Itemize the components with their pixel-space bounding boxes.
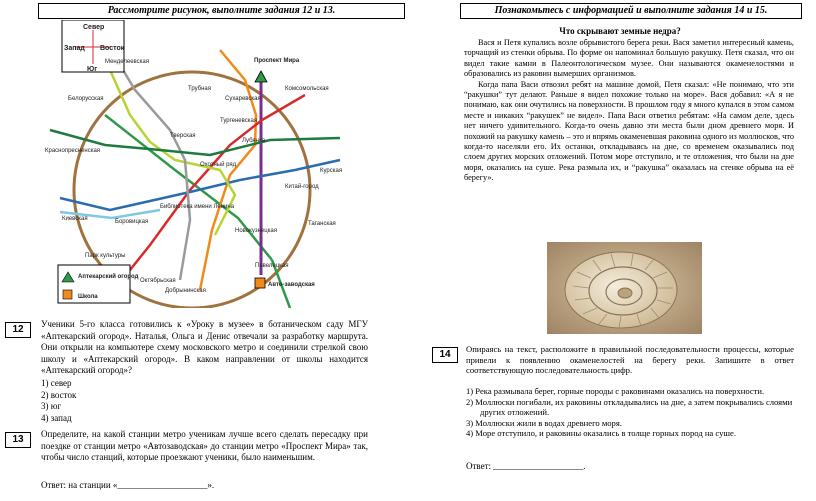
- article-paragraph: Когда папа Васи отвозил ребят на машине домой, Петя сказал: «Не понимаю, что эти “ракушки” тут делают. Раньше я видел похожие только на море». Вася добавил: «А я не понимаю, как они очутились на поверхности. В прошлом году я много купался в этом самом месте и никаких “ракушек” не видел». Папа Васи ответил ребятам: «На самом деле, здесь нет ничего удивительного. Когда-то очень давно эти места были дном древнего моря. И похожий на ракушку камень – это и впрямь окаменевшая раковина одного из моллюсков, что когда-то населяли его. Их останки, откладываясь на дне, со временем оказывались под слоем других морских отложений. Потом море отступило, и те отложения, что были на дне моря, оказались на суше. Река размыла их, и “ракушка” оказалась на стенке обрыва на её берегу».: [464, 79, 794, 183]
- station-mendeleevskaya: Менделеевская: [105, 59, 149, 65]
- right-page-header: Познакомьтесь с информацией и выполните задания 14 и 15.: [460, 3, 802, 19]
- station-borovitskaya: Боровицкая: [115, 219, 149, 225]
- compass-north: Север: [83, 24, 105, 31]
- station-kitay-gorod: Китай-город: [285, 184, 319, 190]
- task-12-option: 2) восток: [41, 389, 77, 400]
- station-kurskaya: Курская: [320, 168, 343, 174]
- task-13-answer: Ответ: на станции «____________________».: [41, 480, 215, 490]
- task-12-text: Ученики 5-го класса готовились к «Уроку в музее» в ботаническом саду МГУ «Аптекарский огород». Наталья, Ольга и Денис отвечали за разработку маршрута. Они открыли на компьютере схему московского метро и соединили стрелкой свою школу и «Аптекарский огород». В каком направлении от школы находится «Аптекарский огород»?: [41, 319, 368, 375]
- legend-garden-label: Аптекарский огород: [78, 274, 139, 280]
- legend-school-label: Школа: [78, 294, 98, 300]
- station-komsomolskaya: Комсомольская: [285, 86, 329, 92]
- station-park-kultury: Парк культуры: [85, 253, 126, 259]
- task-14-option: 3) Моллюски жили в водах древнего моря.: [466, 417, 622, 428]
- compass-south: Юг: [87, 66, 98, 73]
- station-kievskaya: Киевская: [62, 216, 88, 222]
- task-14-text: Опираясь на текст, расположите в правильной последовательности процессы, которые привели к появлению окаменелостей на берегу реки. Запишите в ответ соответствующую последовательность цифр.: [466, 344, 794, 376]
- compass-west: Запад: [64, 45, 85, 52]
- station-taganskaya: Таганская: [308, 221, 336, 227]
- task-12-option: 4) запад: [41, 412, 72, 423]
- station-turgenevskaya: Тургеневская: [220, 118, 258, 124]
- task-number-14: 14: [432, 347, 458, 363]
- compass-east: Восток: [100, 45, 125, 52]
- ammonite-fossil-image: [547, 242, 702, 334]
- station-avtozavodskaya: Авто-заводская: [268, 282, 315, 288]
- school-marker: [255, 278, 265, 288]
- article-body: [464, 38, 794, 184]
- station-krasnopresnenskaya: Краснопресненская: [45, 148, 101, 154]
- article-paragraph: Вася и Петя купались возле обрывистого берега реки. Вася заметил интересный камень, торчащий из стенки обрыва. По форме он напоминал большую ракушку. Петя сказал, что он видел такие камни в Палеонтологическом музее. Они называются окаменелостями и образовались из раковин вымерших организмов.: [464, 38, 794, 79]
- station-lubyanka: Лубянка: [242, 138, 266, 144]
- station-prospekt-mira: Проспект Мира: [254, 58, 300, 64]
- legend-school-icon: [63, 290, 72, 299]
- left-page-header: Рассмотрите рисунок, выполните задания 12 и 13.: [38, 3, 405, 19]
- article-title: Что скрывают земные недра?: [559, 26, 681, 36]
- task-12-options: [41, 378, 76, 424]
- task-number-13: 13: [5, 432, 31, 448]
- task-13-text: Определите, на какой станции метро ученикам лучше всего сделать пересадку при поездке от станции метро «Автозаводская» до станции метро «Проспект Мира» так, чтобы число станций, которые проезжают ученики, было наименьшим.: [41, 429, 368, 462]
- station-okhotny-ryad: Охотный ряд: [200, 162, 237, 168]
- garden-marker: [255, 71, 267, 82]
- station-sukharevskaya: Сухаревская: [225, 96, 261, 102]
- station-trubnaya: Трубная: [188, 86, 212, 92]
- task-12-option: 3) юг: [41, 401, 62, 411]
- station-paveletskaya: Павелецкая: [255, 263, 289, 269]
- task-14-option: 4) Море отступило, и раковины оказались в толще горных пород на суше.: [466, 428, 736, 439]
- station-dobryninskaya: Добрынинская: [165, 288, 206, 294]
- station-biblioteka: Библиотека имени Ленина: [160, 204, 235, 210]
- task-14-option: 1) Река размывала берег, горные породы с раковинами оказались на поверхности.: [466, 386, 765, 396]
- station-oktyabrskaya: Октябрьская: [140, 278, 176, 284]
- task-14-option: 2) Моллюски погибали, их раковины откладывались на дне, а затем покрывались слоями других отложений.: [466, 396, 793, 418]
- task-number-12: 12: [5, 322, 31, 338]
- metro-map: [40, 20, 352, 308]
- task-12-option: 1) север: [41, 378, 72, 388]
- station-tverskaya: Тверская: [170, 133, 196, 139]
- task-14-options: [466, 386, 794, 439]
- station-novokuznetskaya: Новокузнецкая: [235, 228, 277, 234]
- task-14-answer: Ответ: ____________________.: [466, 461, 586, 471]
- station-belorusskaya: Белорусская: [68, 96, 104, 102]
